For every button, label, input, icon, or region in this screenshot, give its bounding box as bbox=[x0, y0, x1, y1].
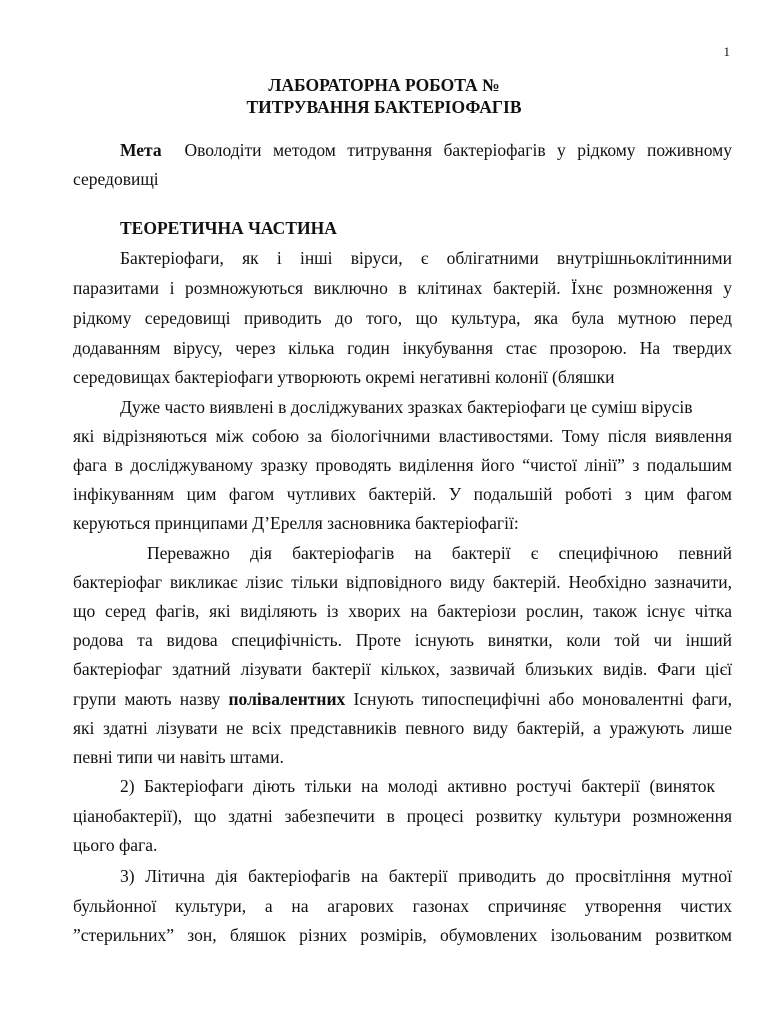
goal-line-2: середовищі bbox=[73, 169, 159, 189]
p4-line: ціанобактерії), що здатні забезпечити в процесі розвитку культури розмноження bbox=[73, 806, 732, 826]
p5-line: 3) Літична дія бактеріофагів на бактерії приводить до просвітління мутної bbox=[120, 866, 732, 886]
goal-line-1 bbox=[120, 140, 732, 160]
p3-line: певні типи чи навіть штами. bbox=[73, 747, 284, 767]
p1-line: паразитами і розмножуються виключно в клітинах бактерій. Їхнє розмноження у bbox=[73, 278, 732, 298]
p1-line: Бактеріофаги, як і інші віруси, є облігатними внутрішньоклітинними bbox=[120, 248, 732, 268]
p5-line: ”стерильних” зон, бляшок різних розмірів, обумовлених ізольованим розвитком bbox=[73, 925, 732, 945]
p3-line: які здатні лізувати не всіх представників певного виду бактерій, а уражують лише bbox=[73, 718, 732, 738]
p3-line: що серед фагів, які виділяють із хворих на бактеріози рослин, також існує чітка bbox=[73, 601, 732, 621]
p3-line6-post: Існують типоспецифічні або моновалентні фаги, bbox=[353, 689, 733, 709]
p3-line: бактеріофаг викликає лізис тільки відповідного виду бактерій. Необхідно зазначити, bbox=[73, 572, 732, 592]
section-heading: ТЕОРЕТИЧНА ЧАСТИНА bbox=[120, 218, 337, 238]
p2-line: Дуже часто виявлені в досліджуваних зразках бактеріофаги це суміш вірусів bbox=[120, 397, 693, 417]
title-line-1: ЛАБОРАТОРНА РОБОТА № bbox=[268, 75, 500, 95]
page-number: 1 bbox=[723, 44, 730, 59]
goal-text: Оволодіти методом титрування бактеріофагів у рідкому поживному bbox=[184, 140, 732, 160]
goal-label: Мета bbox=[120, 140, 162, 160]
p1-line: рідкому середовищі приводить до того, що культура, яка була мутною перед bbox=[73, 308, 732, 328]
p2-line: інфікуванням цим фагом чутливих бактерій. У подальшій роботі з цим фагом bbox=[73, 484, 732, 504]
p3-line: бактеріофаг здатний лізувати бактерії кількох, зазвичай близьких видів. Фаги цієї bbox=[73, 659, 732, 679]
p5-line: бульйонної культури, а на агарових газонах спричиняє утворення чистих bbox=[73, 896, 732, 916]
p4-line: 2) Бактеріофаги діють тільки на молоді активно ростучі бактерії (виняток bbox=[120, 776, 715, 796]
polyvalent-term: полівалентних bbox=[228, 689, 346, 709]
p1-line: середовищах бактеріофаги утворюють окремі негативні колонії (бляшки bbox=[73, 367, 615, 387]
p2-line: які відрізняються між собою за біологічними властивостями. Тому після виявлення bbox=[73, 426, 732, 446]
title-line-2: ТИТРУВАННЯ БАКТЕРІОФАГІВ bbox=[246, 97, 522, 117]
p1-line: додаванням вірусу, через кілька годин інкубування стає прозорою. На твердих bbox=[73, 338, 732, 358]
p2-line: фага в досліджуваному зразку проводять виділення його “чистої лінії” з подальшим bbox=[73, 455, 732, 475]
p4-line: цього фага. bbox=[73, 835, 158, 855]
p3-line-with-bold bbox=[73, 689, 732, 709]
p3-line6-pre: групи мають назву bbox=[73, 689, 221, 709]
p2-line: керуються принципами Д’Ерелля засновника бактеріофагії: bbox=[73, 513, 519, 533]
p3-line: Переважно дія бактеріофагів на бактерії є специфічною певний bbox=[147, 543, 732, 563]
p3-line: родова та видова специфічність. Проте існують винятки, коли той чи інший bbox=[73, 630, 732, 650]
